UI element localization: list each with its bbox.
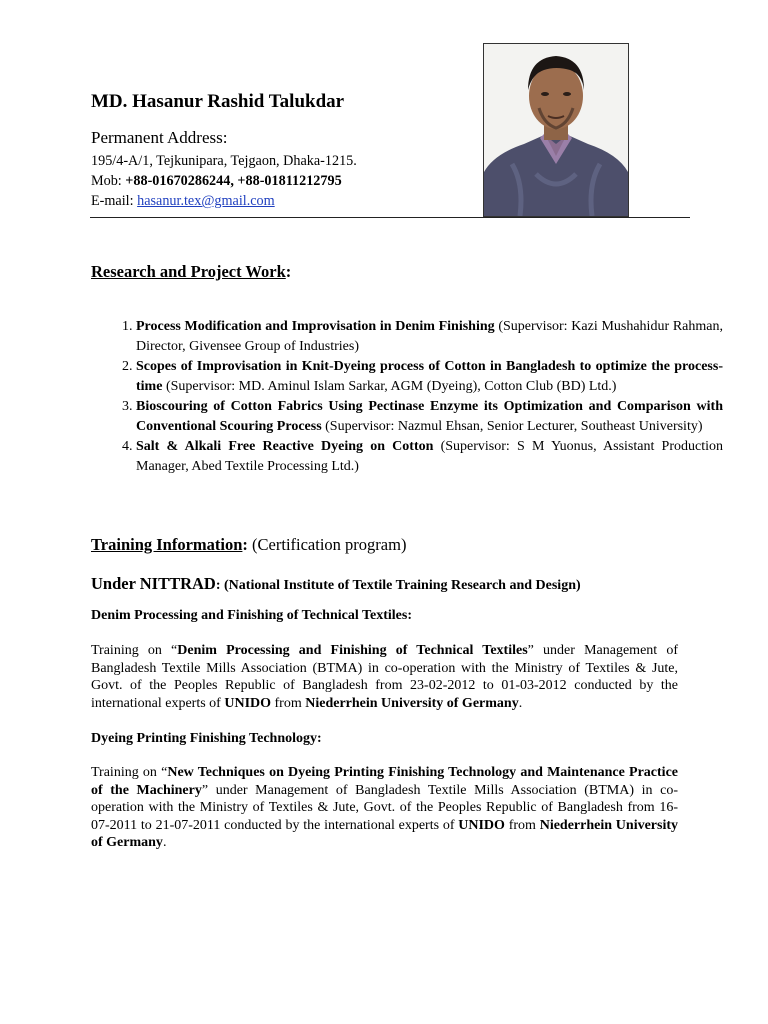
mobile-numbers: +88-01670286244, +88-01811212795 — [125, 173, 342, 189]
mobile-line — [91, 173, 342, 190]
email-line — [91, 193, 275, 210]
list-item: 2. Scopes of Improvisation in Knit-Dyeing process of Cotton in Bangladesh to optimize the process-time (Supervisor: MD. Aminul Islam Sarkar, AGM (Dyeing), Cotton Club (BD) Ltd.) — [136, 357, 723, 397]
training-heading: Training Information: (Certification program) — [91, 535, 407, 554]
profile-photo — [483, 43, 629, 217]
candidate-name: MD. Hasanur Rashid Talukdar — [91, 91, 345, 112]
institute-label: Under NITTRAD — [91, 574, 216, 593]
list-item: 1. Process Modification and Improvisation in Denim Finishing (Supervisor: Kazi Mushahidur Rahman, Director, Givensee Group of Industries) — [136, 317, 723, 357]
header-divider — [90, 217, 690, 218]
list-item: 4. Salt & Alkali Free Reactive Dyeing on Cotton (Supervisor: S M Yuonus, Assistant Production Manager, Abed Textile Processing Ltd.) — [136, 437, 723, 477]
course-heading: Denim Processing and Finishing of Technical Textiles: — [91, 608, 413, 623]
institute-full-name: : (National Institute of Textile Training Research and Design) — [215, 578, 581, 593]
list-item: 3. Bioscouring of Cotton Fabrics Using Pectinase Enzyme its Optimization and Comparison with Conventional Scouring Process (Supervisor: Nazmul Ehsan, Senior Lecturer, Southeast University) — [136, 397, 723, 437]
address-label: Permanent Address: — [91, 128, 228, 147]
research-list — [91, 317, 723, 477]
course-description: Training on “Denim Processing and Finishing of Technical Textiles” under Management of Bangladesh Textile Mills Association (BTMA) in co-operation with the Ministry of Textiles & Jute, Govt. of the Peoples Republic of Bangladesh from 23-02-2012 to 01-03-2012 conducted by the international experts of UNIDO from Niederrhein University of Germany. — [91, 643, 678, 711]
address-line: 195/4-A/1, Tejkunipara, Tejgaon, Dhaka-1215. — [91, 153, 357, 169]
email-link[interactable]: hasanur.tex@gmail.com — [137, 193, 275, 209]
course-heading: Dyeing Printing Finishing Technology: — [91, 731, 322, 746]
training-note: (Certification program) — [247, 535, 407, 554]
course-description: Training on “New Techniques on Dyeing Printing Finishing Technology and Maintenance Practice of the Machinery” under Management of Bangladesh Textile Mills Association (BTMA) in co-operation with the Ministry of Textiles & Jute, Govt. of the Peoples Republic of Bangladesh from 16-07-2011 to 21-07-2011 conducted by the international experts of UNIDO from Niederrhein University of Germany. — [91, 765, 679, 850]
institute-heading — [91, 574, 581, 594]
research-heading: Research and Project Work: — [91, 262, 292, 281]
mobile-label: Mob: — [91, 173, 126, 189]
email-label: E-mail: — [91, 193, 138, 209]
